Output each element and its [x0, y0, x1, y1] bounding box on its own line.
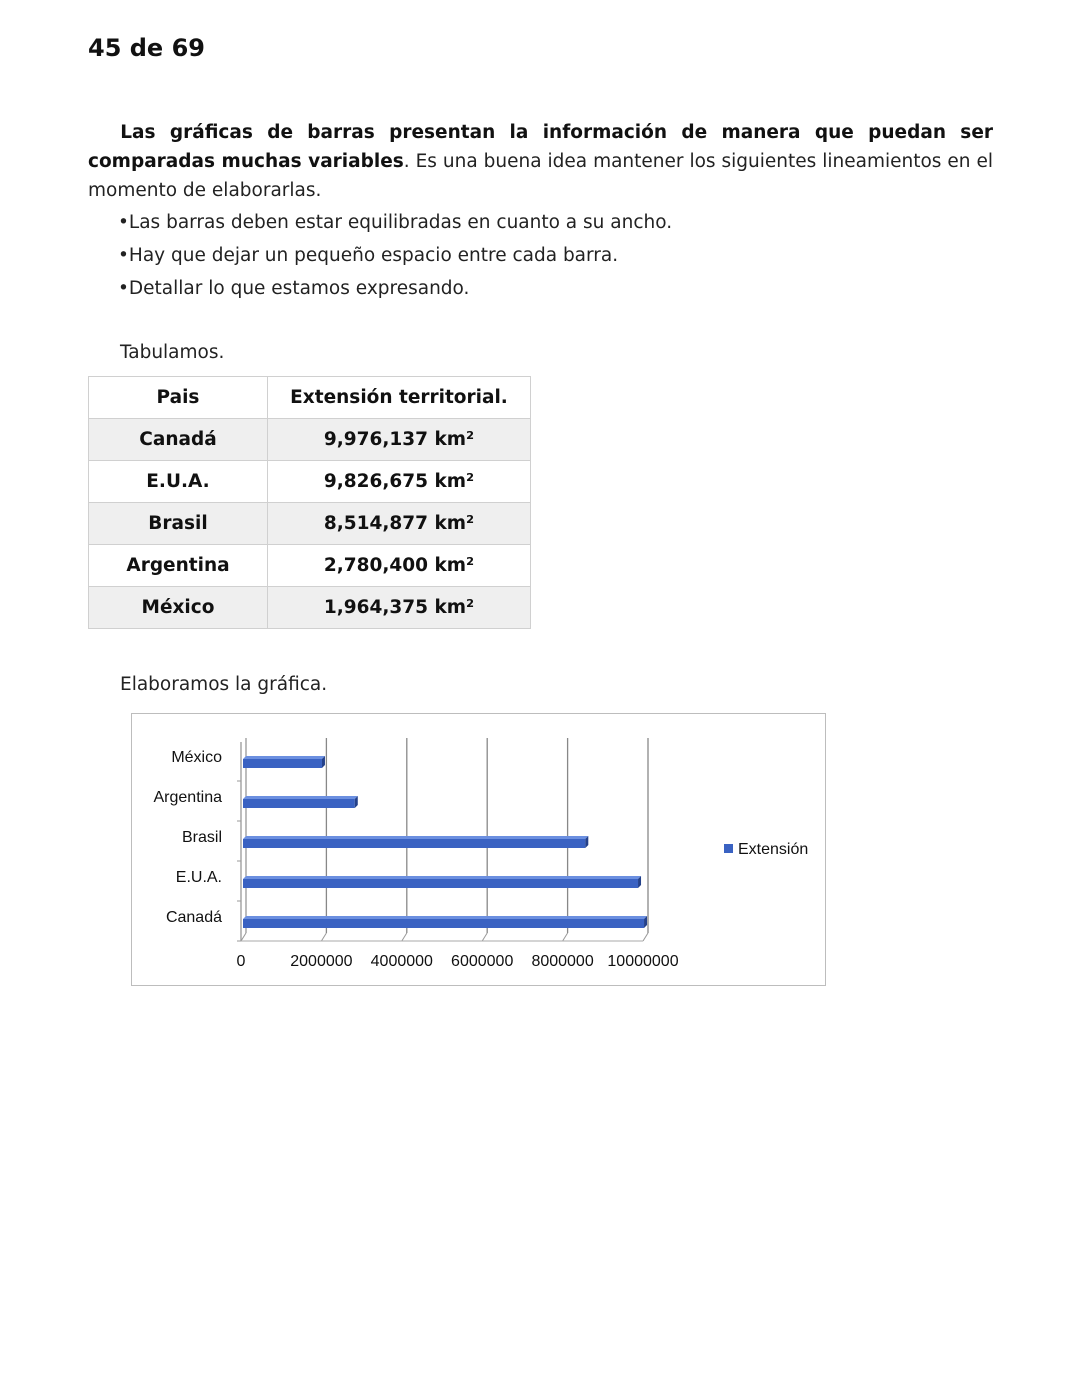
floor-tick — [241, 933, 246, 941]
bar-top — [243, 836, 588, 839]
bar-top — [243, 796, 358, 799]
x-tick-label: 10000000 — [607, 953, 679, 970]
bar-top — [243, 876, 641, 879]
bar — [243, 839, 585, 848]
cell-extension: 1,964,375 km² — [268, 587, 531, 629]
bar — [243, 759, 322, 768]
bullet-item: •Detallar lo que estamos expresando. — [118, 278, 470, 299]
x-tick-label: 2000000 — [290, 953, 353, 970]
header-extension: Extensión territorial. — [268, 377, 531, 419]
y-tick-label: México — [171, 749, 222, 766]
x-tick-label: 8000000 — [531, 953, 594, 970]
cell-extension: 8,514,877 km² — [268, 503, 531, 545]
chart-svg — [132, 714, 825, 985]
intro-paragraph — [88, 118, 993, 205]
data-table — [88, 376, 531, 629]
table-intro: Tabulamos. — [120, 342, 225, 363]
cell-extension: 2,780,400 km² — [268, 545, 531, 587]
cell-country: E.U.A. — [89, 461, 268, 503]
bullet-item: •Las barras deben estar equilibradas en cuanto a su ancho. — [118, 212, 673, 233]
table-row — [89, 587, 531, 629]
floor-tick — [321, 933, 326, 941]
floor-tick — [402, 933, 407, 941]
bar-top — [243, 916, 647, 919]
chart-intro: Elaboramos la gráfica. — [120, 674, 328, 695]
header-country: Pais — [89, 377, 268, 419]
table-header-row — [89, 377, 531, 419]
y-tick-label: Canadá — [165, 909, 222, 926]
floor-tick — [482, 933, 487, 941]
cell-country: Canadá — [89, 419, 268, 461]
floor-tick — [643, 933, 648, 941]
legend-swatch — [724, 844, 733, 853]
intro-bold: Las gráficas de barras presentan la información de manera que puedan ser comparadas muchas variables — [88, 122, 993, 172]
cell-extension: 9,976,137 km² — [268, 419, 531, 461]
bar — [243, 799, 355, 808]
page-number: 45 de 69 — [88, 34, 205, 62]
y-tick-label: Brasil — [181, 829, 222, 846]
intro-rest: . Es una buena idea mantener los siguientes lineamientos en el momento de elaborarlas. — [88, 151, 993, 201]
table-row — [89, 545, 531, 587]
x-tick-label: 6000000 — [451, 953, 514, 970]
x-tick-label: 0 — [236, 953, 246, 970]
cell-country: Argentina — [89, 545, 268, 587]
table-row — [89, 503, 531, 545]
bar — [243, 879, 638, 888]
cell-extension: 9,826,675 km² — [268, 461, 531, 503]
table-row — [89, 419, 531, 461]
x-tick-label: 4000000 — [370, 953, 433, 970]
bullet-item: •Hay que dejar un pequeño espacio entre cada barra. — [118, 245, 619, 266]
bar — [243, 919, 644, 928]
cell-country: Brasil — [89, 503, 268, 545]
floor-tick — [563, 933, 568, 941]
bar-top — [243, 756, 325, 759]
table-row — [89, 461, 531, 503]
bar-chart — [131, 713, 826, 986]
legend-label: Extensión — [738, 841, 809, 858]
y-tick-label: Argentina — [153, 789, 222, 806]
cell-country: México — [89, 587, 268, 629]
y-tick-label: E.U.A. — [175, 869, 222, 886]
